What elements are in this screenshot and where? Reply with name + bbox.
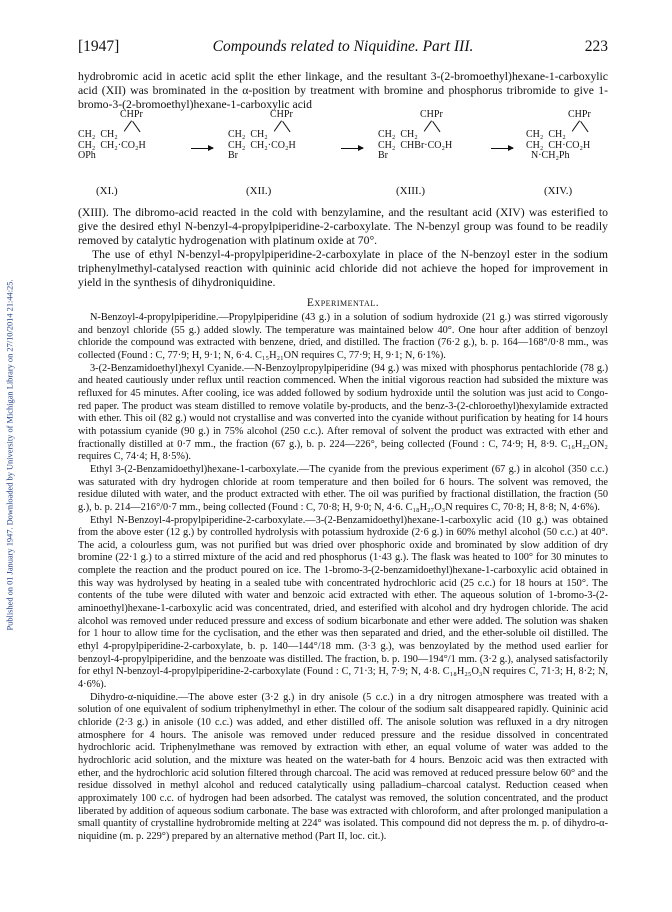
header-year: [1947] — [78, 38, 120, 55]
intro-text: hydrobromic acid in acetic acid split the ether linkage, and the resultant 3-(2-bromoethyl)hexane-1-carboxylic acid (XII) was brominated in the α-position by treatment with bromine and phosphorus tribromide to give 1-bromo-3-(2-bromoethyl)hexane-1-carboxylic acid — [78, 70, 608, 111]
paragraph-text: The use of ethyl N-benzyl-4-propylpiperidine-2-carboxylate in place of the N-benzoyl ester in the sodium triphenylmethyl-catalysed reaction with quininic acid chloride did not achieve the hoped for improvement in yield in the synthesis of dihydroniquidine. — [78, 248, 608, 289]
intro-paragraph — [78, 70, 608, 112]
experimental-section — [78, 312, 608, 844]
experimental-heading: Experimental. — [306, 297, 380, 309]
compound-xi-top: CHPr — [120, 109, 143, 120]
exp-benzamidoethylhexyl-cyanide: 3-(2-Benzamidoethyl)hexyl Cyanide.—N-Benzoylpropylpiperidine (94 g.) was mixed with phosphorus pentachloride (78 g.) and heated cautiously under reflux until reaction commenced. When the initial vigorous reaction had subsided the mixture was refluxed for 45 minutes. After cooling, ice was added followed by sodium hydroxide until the solution was just acid to Congo-red paper. The product was steam distilled to remove volatile by-products, and the benz-3-(2-chloroethyl)hexylamide extracted with ether. This oil (82 g.) would not crystallise and was converted into the cyanide without purification by heating for 14 hours with potassium cyanide (90 g.) in 75% alcohol (250 c.c.). After removal of solvent the product was extracted with ether and fractionally distilled at 0·7 mm., the fraction (67 g.), b. p. 224—226°, being collected (Found : C, 74·9; H, 8·9. C₁₆H₂₂ON₂ requires C, 74·4; H, 8·5%). — [78, 362, 608, 463]
reaction-arrow — [491, 148, 513, 149]
compound-xiii-top: CHPr — [420, 109, 443, 120]
compound-xi-label: (XI.) — [96, 185, 118, 197]
compound-xiii-label: (XIII.) — [396, 185, 426, 197]
page-number: 223 — [584, 38, 608, 55]
header-title: Compounds related to Niquidine. Part III. — [212, 38, 474, 55]
discussion-paragraph-1 — [78, 206, 608, 248]
download-provenance-note — [0, 150, 20, 760]
exp-benzoylpropylpiperidine: N-Benzoyl-4-propylpiperidine.—Propylpiperidine (43 g.) in a solution of sodium hydroxide (21 g.) was stirred vigorously and benzoyl chloride (55 g.) added slowly. The temperature was maintained below 40°. One hour after addition of benzoyl chloride the compound was extracted with benzene, dried, and distilled. The fraction (76·2 g.), b. p. 164—168°/0·8 mm., was collected (Found : C, 77·9; H, 9·1; N, 6·4. C₁₅H₂₁ON requires C, 77·9; H, 9·1; N, 6·1%). — [78, 312, 608, 361]
exp-ethyl-benzoylpropylpiperidinecarboxylate: Ethyl N-Benzoyl-4-propylpiperidine-2-carboxylate.—3-(2-Benzamidoethyl)hexane-1-carboxylic acid (10 g.) was obtained from the above ester (12 g.) by controlled hydrolysis with potassium hydroxide (2·6 g.) in 60% methyl alcohol (50 c.c.) at 40°. The acid, a colourless gum, was not purified but was dried over phosphoric oxide and brominated by slow addition of dry bromine (22·1 g.) to a stirred mixture of the acid and red phosphorus (1·43 g.). The flask was heated to 100° for 30 minutes to complete the reaction and the product poured on ice. The 1-bromo-3-(2-benzamidoethyl)hexane-1-carboxylic acid obtained in this way was hydrolysed by heating in a sealed tube with concentrated hydrochloric acid (25 c.c.) for 18 hours at 150°. The contents of the tube were diluted with water and benzoic acid extracted with ether. The aqueous solution of 1-bromo-3-(2-aminoethyl)hexane-1-carboxylic acid was concentrated, dried, and esterified with alcohol and dry hydrogen chloride. The acid alcohol was removed under reduced pressure and excess of sodium bicarbonate and ether were added. The solution was shaken for 1 hour to allow time for the cyclisation, and the ether was then separated and dried, and the ether-soluble oil distilled. The ethyl 4-propylpiperidine-2-carboxylate, b. p. 140—144°/18 mm. (3·3 g.), was benzoylated by the method used earlier for benzoyl-4-propylpiperidine, and the benzoate was distilled. The fraction, b. p. 190—194°/1 mm. (3·2 g.), analysed satisfactorily for ethyl N-benzoyl-4-propylpiperidine-2-carboxylate (Found : C, 71·3; H, 7·9; N, 4·8. C₁₈H₂₅O₃N requires C, 71·3; H, 8·2; N, 4·6%). — [78, 514, 608, 691]
compound-xii-top: CHPr — [270, 109, 293, 120]
reaction-arrow — [191, 148, 213, 149]
running-header — [78, 38, 608, 56]
compound-xii-label: (XII.) — [246, 185, 272, 197]
compound-xiv-top: CHPr — [568, 109, 591, 120]
discussion-paragraph-2 — [78, 248, 608, 290]
provenance-text: Published on 01 January 1947. Downloaded by University of Michigan Library on 27/10/2014 21:44:25. — [5, 279, 15, 631]
reaction-scheme — [78, 110, 608, 200]
compound-xi-body: CH₂ CH₂ CH₂ CH₂·CO₂H OPh — [78, 129, 146, 161]
exp-ethyl-benzamidoethylhexanecarboxylate: Ethyl 3-(2-Benzamidoethyl)hexane-1-carboxylate.—The cyanide from the previous experiment (67 g.) in alcohol (350 c.c.) was saturated with dry hydrogen chloride at room temperature and then boiled for 6 hours. The solvent was removed, the residue diluted with water, and the product extracted with ether. The oil was purified by fractional distillation, the fraction (50 g.), b. p. 214—216°/0·7 mm., being collected (Found : C, 70·8; H, 9·0; N, 4·6. C₁₈H₂₇O₃N requires C, 70·8; H, 8·8; N, 4·6%). — [78, 463, 608, 513]
compound-xiii-body: CH₂ CH₂ CH₂ CHBr·CO₂H Br — [378, 129, 453, 161]
compound-xiv-body: CH₂ CH₂ CH₂ CH·CO₂H N·CH₂Ph — [526, 129, 591, 161]
exp-dihydro-niquidine: Dihydro-α-niquidine.—The above ester (3·2 g.) in dry anisole (5 c.c.) in a dry nitrogen atmosphere was treated with a solution of one equivalent of sodium triphenylmethyl in ether. The colour of the sodium salt disappeared rapidly. Quininic acid chloride (2·3 g.) in anisole (10 c.c.) was added, and ether distilled off. The anisole solution was refluxed in a dry nitrogen atmosphere for 4 hours. The anisole was removed under reduced pressure and the residue dissolved in concentrated hydrochloric acid. Triphenylmethane was removed by extraction with ether, an equal volume of water was added to the hydrochloric acid solution, and the mixture was heated on the water-bath for 4 hours. Benzoic acid was then extracted with ether, and the hydrochloric acid solution filtered through charcoal. The acid was removed at reduced pressure below 60° and the residue dissolved in methyl alcohol and reduced catalytically using palladium–charcoal catalyst. Reduction ceased when approximately 100 c.c. of hydrogen had been adsorbed. The catalyst was removed, the solution concentrated, and the product liberated by addition of aqueous sodium carbonate. The base was extracted with chloroform, and after prolonged manipulation a small quantity of crystalline hydrobromide melting at 224° was isolated. This compound did not depress the m. p. of dihydro-α-niquidine (m. p. 229°) prepared by an alternative method (Part II, loc. cit.). — [78, 691, 608, 842]
reaction-arrow — [341, 148, 363, 149]
compound-xiv-label: (XIV.) — [544, 185, 573, 197]
paragraph-text: (XIII). The dibromo-acid reacted in the cold with benzylamine, and the resultant acid (XIV) was esterified to give the desired ethyl N-benzyl-4-propylpiperidine-2-carboxylate. The N-benzyl group was found to be readily removed by catalytic hydrogenation with platinum oxide at 70°. — [78, 206, 608, 247]
compound-xii-body: CH₂ CH₂ CH₂ CH₂·CO₂H Br — [228, 129, 296, 161]
